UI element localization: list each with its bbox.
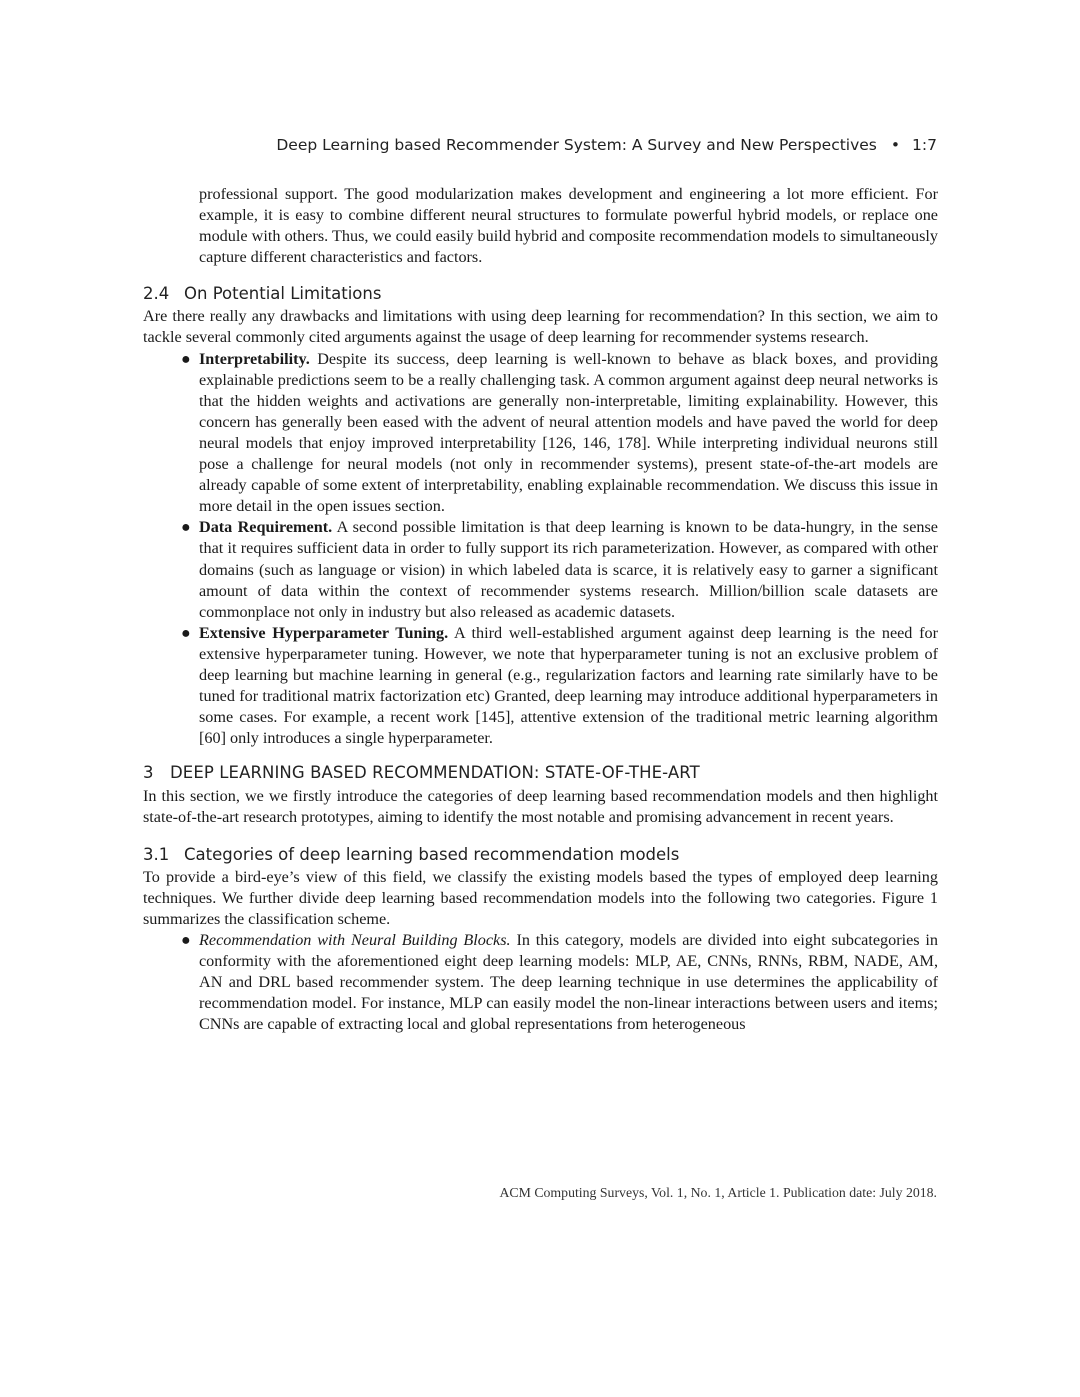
- section-2-4-intro: Are there really any drawbacks and limitations with using deep learning for recommendation? In this section, we aim to tackle several commonly cited arguments against the usage of deep learning for recommender systems research.: [143, 307, 938, 347]
- limitations-list: [143, 349, 938, 750]
- section-title: On Potential Limitations: [184, 284, 382, 304]
- list-item: [181, 517, 938, 622]
- bullet-icon: ●: [181, 519, 191, 537]
- section-title: DEEP LEARNING BASED RECOMMENDATION: STATE-OF-THE-ART: [170, 763, 700, 783]
- page-number: 1:7: [912, 136, 937, 154]
- item-label: Data Requirement.: [199, 518, 333, 537]
- section-3-1-intro: To provide a bird-eye’s view of this field, we classify the existing models based the types of employed deep learning techniques. We further divide deep learning based recommendation models into the following two categories. Figure 1 summarizes the classification scheme.: [143, 867, 938, 928]
- section-number: 2.4: [143, 284, 170, 304]
- list-item: [181, 930, 939, 1035]
- bullet-icon: ●: [181, 350, 191, 368]
- item-text: A second possible limitation is that deep learning is known to be data-hungry, in the sense that it requires sufficient data in order to fully support its rich parameterization. However, as compared with other domains (such as language or vision) in which labeled data is scarce, it is relatively easy to garner a significant amount of data within the context of recommender systems research. Million/billion scale datasets are commonplace not only in industry but also released as academic datasets.: [199, 518, 938, 621]
- running-title: Deep Learning based Recommender System: A Survey and New Perspectives: [276, 136, 877, 154]
- bullet-separator: •: [890, 136, 901, 154]
- section-number: 3.1: [143, 844, 170, 864]
- item-text: A third well-established argument against deep learning is the need for extensive hyperparameter tuning. However, we note that hyperparameter tuning is not an exclusive problem of deep learning but machine learning in general (e.g., regularization factors and learning rate similarly have to be tuned for traditional matrix factorization etc) Granted, deep learning may introduce additional hyperparameters in some cases. For example, a recent work [145], attentive extension of the traditional metric learning algorithm [60] only introduces a single hyperparameter.: [199, 623, 938, 748]
- section-number: 3: [143, 763, 154, 783]
- item-text: In this category, models are divided into eight subcategories in conformity with the aforementioned eight deep learning models: MLP, AE, CNNs, RNNs, RBM, NADE, AM, AN and DRL based recommender system. The deep learning technique in use determines the applicability of recommendation model. For instance, MLP can easily model the non-linear interactions between users and items; CNNs are capable of extracting local and global representations from heterogeneous: [199, 930, 939, 1034]
- continuation-paragraph: professional support. The good modularization makes development and engineering a lot more efficient. For example, it is easy to combine different neural structures to formulate powerful hybrid models, or replace one module with others. Thus, we could easily build hybrid and composite recommendation models to simultaneously capture different characteristics and factors.: [199, 185, 938, 267]
- bullet-icon: ●: [181, 624, 191, 642]
- footer-citation: ACM Computing Surveys, Vol. 1, No. 1, Article 1. Publication date: July 2018.: [499, 1185, 937, 1200]
- item-label: Extensive Hyperparameter Tuning.: [199, 623, 449, 642]
- categories-list: [143, 930, 938, 1035]
- page-body: [143, 184, 938, 1035]
- section-3-1-heading: [143, 845, 938, 864]
- running-head: [276, 136, 937, 154]
- item-text: Despite its success, deep learning is well-known to behave as black boxes, and providing explainable predictions seem to be a really challenging task. A common argument against deep neural networks is that the hidden weights and activations are generally non-interpretable, limiting explainability. However, this concern has generally been eased with the advent of neural attention models and have paved the world for deep neural models that enjoy improved interpretability [126, 146, 178]. While interpreting individual neurons still pose a challenge for neural models (not only in recommender systems), present state-of-the-art models are already capable of some extent of interpretability, enabling explainable recommendation. We discuss this issue in more detail in the open issues section.: [199, 349, 938, 516]
- section-2-4-heading: [143, 284, 938, 303]
- item-label: Recommendation with Neural Building Blocks.: [199, 930, 511, 949]
- item-label: Interpretability.: [199, 349, 310, 368]
- bullet-icon: ●: [181, 931, 191, 949]
- list-item: [181, 623, 938, 750]
- list-item: [181, 349, 938, 518]
- section-3-intro: In this section, we we firstly introduce the categories of deep learning based recommendation models and then highlight state-of-the-art research prototypes, aiming to identify the most notable and promising advancement in recent years.: [143, 787, 938, 827]
- section-3-heading: [143, 763, 938, 782]
- section-title: Categories of deep learning based recommendation models: [184, 844, 680, 864]
